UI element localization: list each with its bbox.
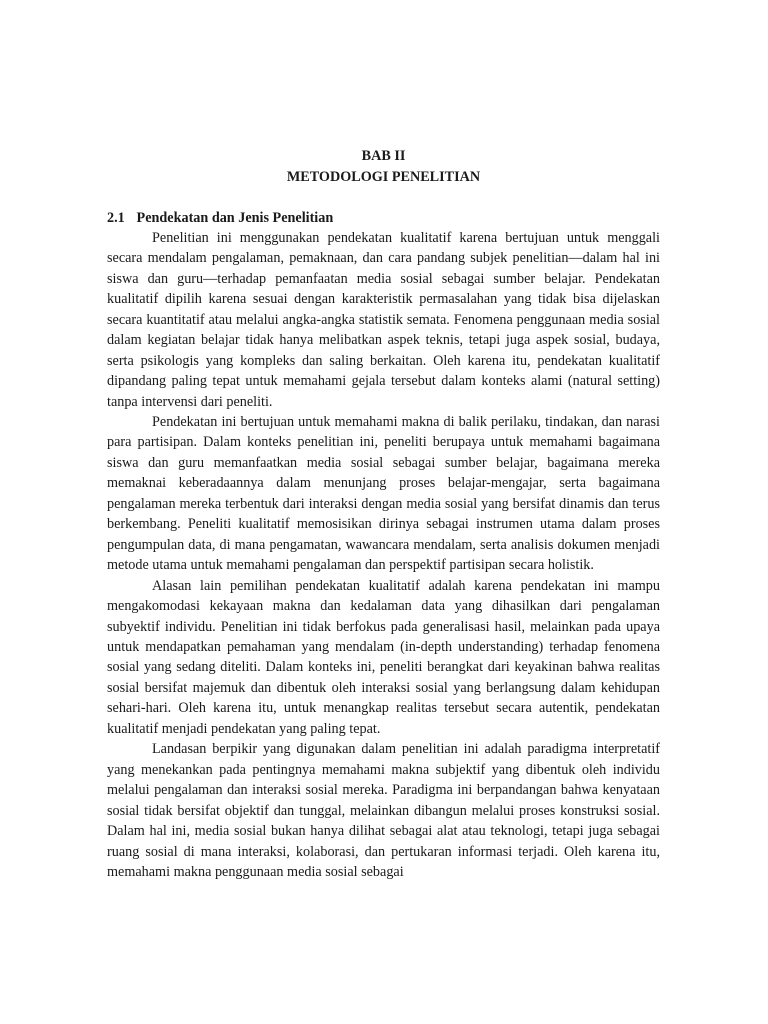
document-page (107, 146, 660, 882)
paragraph: Landasan berpikir yang digunakan dalam penelitian ini adalah paradigma interpretatif yang menekankan pada pentingnya memahami makna subjektif yang dibentuk oleh individu melalui pengalaman dan interaksi sosial mereka. Paradigma ini berpandangan bahwa kenyataan sosial tidak bersifat objektif dan tunggal, melainkan dibangun melalui proses konstruksi sosial. Dalam hal ini, media sosial bukan hanya dilihat sebagai alat atau teknologi, tetapi juga sebagai ruang sosial di mana interaksi, kolaborasi, dan pertukaran informasi terjadi. Oleh karena itu, memahami makna penggunaan media sosial sebagai (107, 741, 660, 880)
chapter-label: BAB II (361, 148, 406, 164)
section-heading (107, 208, 660, 228)
section-number: 2.1 (107, 209, 125, 226)
paragraph: Penelitian ini menggunakan pendekatan kualitatif karena bertujuan untuk menggali secara mendalam pengalaman, pemaknaan, dan cara pandang subjek penelitian—dalam hal ini siswa dan guru—terhadap pemanfaatan media sosial sebagai sumber belajar. Pendekatan kualitatif dipilih karena sesuai dengan karakteristik permasalahan yang tidak bisa dijelaskan secara kuantitatif atau melalui angka-angka statistik semata. Fenomena penggunaan media sosial dalam kegiatan belajar tidak hanya melibatkan aspek teknis, tetapi juga aspek sosial, budaya, serta psikologis yang kompleks dan saling berkaitan. Oleh karena itu, pendekatan kualitatif dipandang paling tepat untuk memahami gejala tersebut dalam konteks alami (natural setting) tanpa intervensi dari peneliti. (107, 229, 660, 410)
section-title: Pendekatan dan Jenis Penelitian (136, 209, 334, 226)
paragraph: Alasan lain pemilihan pendekatan kualitatif adalah karena pendekatan ini mampu mengakomodasi kekayaan makna dan kedalaman data yang dihasilkan dari pengalaman subyektif individu. Penelitian ini tidak berfokus pada generalisasi hasil, melainkan pada upaya untuk mendapatkan pemahaman yang mendalam (in-depth understanding) terhadap fenomena sosial yang sedang diteliti. Dalam konteks ini, peneliti berangkat dari keyakinan bahwa realitas sosial bersifat majemuk dan dibentuk oleh interaksi sosial yang berlangsung dalam kehidupan sehari-hari. Oleh karena itu, untuk menangkap realitas tersebut secara autentik, pendekatan kualitatif menjadi pendekatan yang paling tepat. (107, 577, 660, 737)
chapter-title: METODOLOGI PENELITIAN (286, 168, 481, 185)
paragraph: Pendekatan ini bertujuan untuk memahami makna di balik perilaku, tindakan, dan narasi para partisipan. Dalam konteks penelitian ini, peneliti berupaya untuk memahami bagaimana siswa dan guru memanfaatkan media sosial sebagai sumber belajar, bagaimana mereka memaknai keberadaannya dalam menunjang proses belajar-mengajar, serta bagaimana pengalaman mereka terbentuk dari interaksi dengan media sosial yang bersifat dinamis dan terus berkembang. Peneliti kualitatif memosisikan dirinya sebagai instrumen utama dalam proses pengumpulan data, di mana pengamatan, wawancara mendalam, serta analisis dokumen menjadi metode utama untuk memahami pengalaman dan perspektif partisipan secara holistik. (107, 414, 660, 574)
